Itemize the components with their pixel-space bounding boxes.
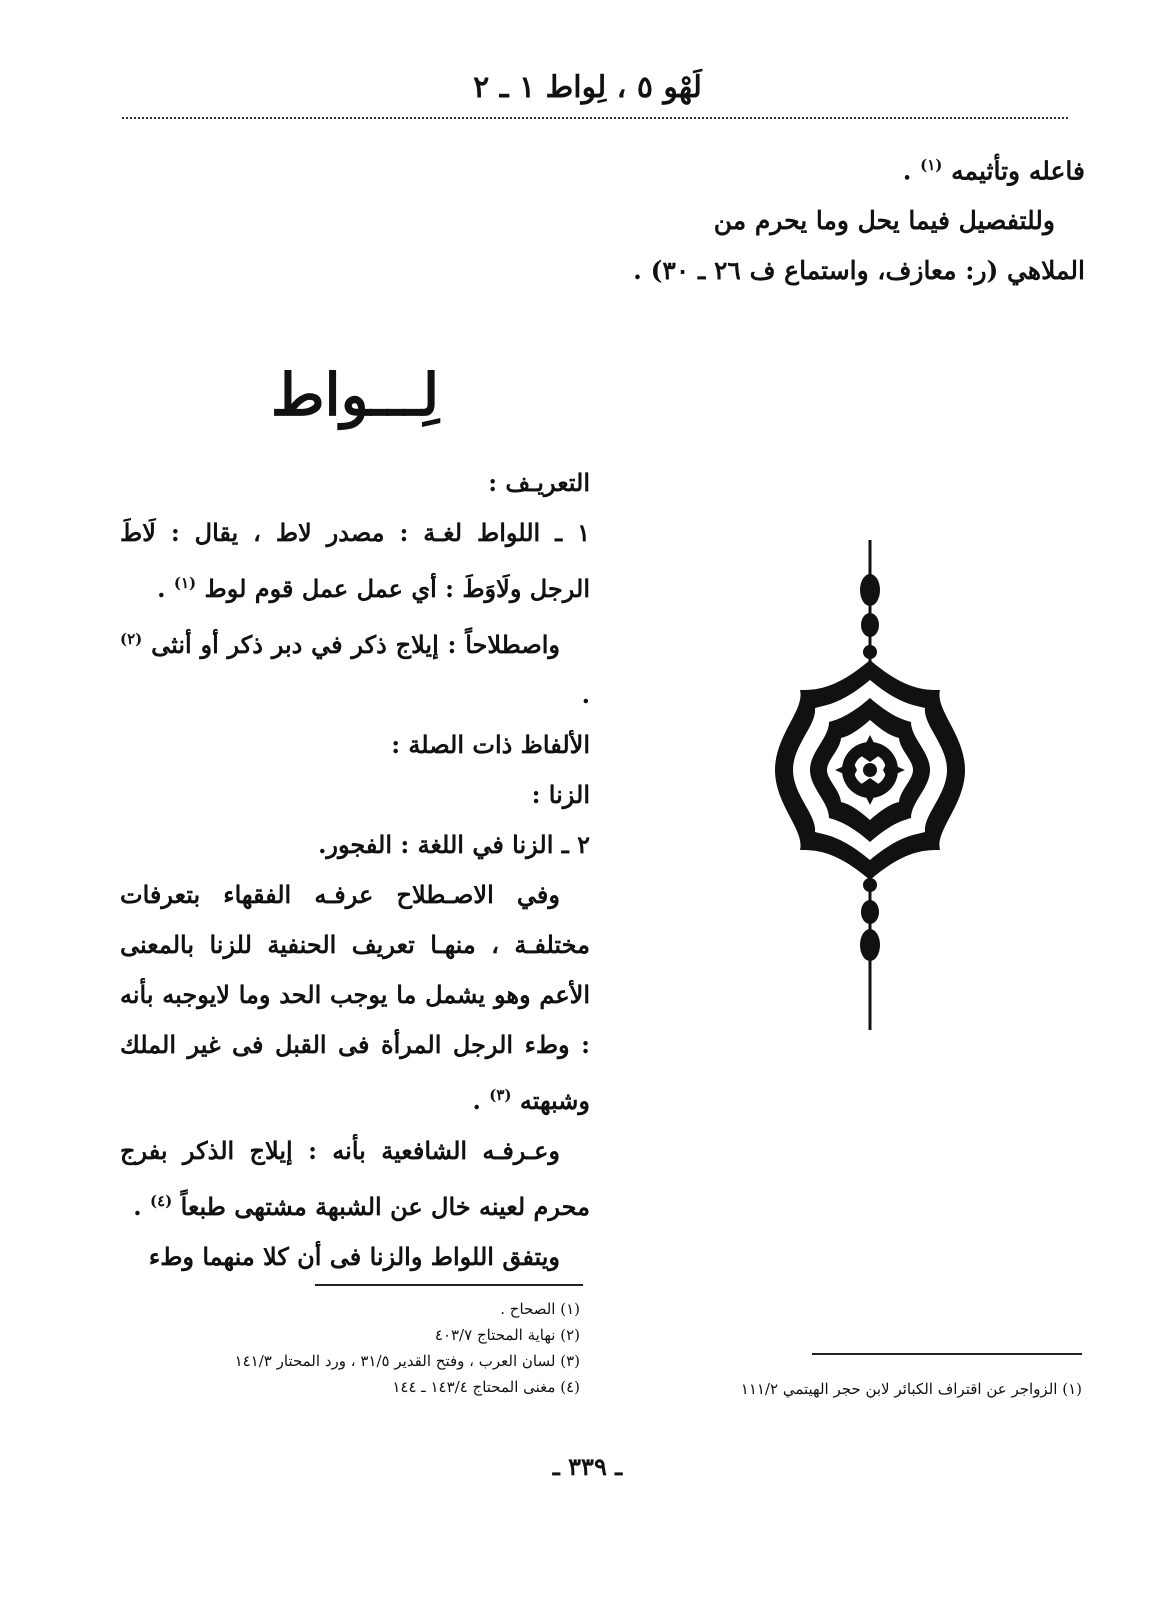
left-column [120,350,590,1282]
footnotes-left [150,1296,580,1400]
footnote: (٤) مغنى المحتاج ١٤٣/٤ ـ ١٤٤ [392,1378,580,1396]
page-number: ـ ٣٣٩ ـ [552,1452,623,1481]
section-heading-related: الألفاظ ذات الصلة : [391,730,590,759]
footnote-ref: (١) [920,156,943,174]
paragraph: ويتفق اللواط والزنا فى أن كلا منهما وطء [148,1242,560,1271]
footnote: (١) الزواجر عن اقتراف الكبائر لابن حجر الهيتمي ١١١/٢ [740,1380,1082,1398]
ornament-icon [765,540,975,1030]
header-divider [122,117,1068,119]
footnote-divider-left [315,1284,583,1286]
footnote-ref: (٣) [489,1086,512,1104]
paragraph: وعـرفـه الشافعية بأنه : إيلاج الذكر بفرج محرم لعينه خال عن الشبهة مشتهى طبعاً $^{(٤)}$ . [120,1136,590,1221]
paragraph-text: ١ ـ اللواط لغـة : مصدر لاط ، يقال : لَاطَ الرجل ولَاوَطَ : أي عمل عمل قوم لوط [120,518,590,603]
footnote-ref: (٢) [120,630,143,648]
section-heading-definition: التعريـف : [488,468,590,497]
entry-title: لِـــواط [270,361,440,429]
running-head: لَهْو ٥ ، لِواط ١ ـ ٢ [473,70,702,105]
footnotes-right [640,1376,1082,1402]
paragraph: فاعله وتأثيمه $^{(١)}$ . [902,156,1085,186]
paragraph: وللتفصيل فيما يحل وما يحرم من الملاهي (ر: معازف، واستماع ف ٢٦ ـ ٣٠) . [633,206,1085,286]
paragraph-text: فاعله وتأثيمه [951,156,1085,186]
paragraph: واصطلاحاً : إيلاج ذكر في دبر ذكر أو أنثى $^{(٢)}$ . [120,630,590,709]
footnote-ref: (٤) [149,1192,173,1210]
right-column [630,140,1085,296]
section-heading-zina: الزنا : [531,780,590,809]
paragraph: ٢ ـ الزنا في اللغة : الفجور. [318,830,590,859]
footnote: (٢) نهاية المحتاج ٤٠٣/٧ [434,1326,580,1344]
paragraph-text: وعـرفـه الشافعية بأنه : إيلاج الذكر بفرج محرم لعينه خال عن الشبهة مشتهى طبعاً [120,1136,590,1221]
paragraph: ١ ـ اللواط لغـة : مصدر لاط ، يقال : لَاطَ الرجل ولَاوَطَ : أي عمل عمل قوم لوط $^{(١)}$ . [120,518,590,603]
paragraph-text: وفي الاصـطلاح عرفـه الفقهاء بتعرفات مختلفـة ، منهـا تعريف الحنفية للزنا بالمعنى الأعم وهو يشمل ما يوجب الحد وما لايوجبه بأنه : وطء الرجل المرأة فى القبل فى غير الملك وشبهته [120,880,590,1115]
paragraph: وفي الاصـطلاح عرفـه الفقهاء بتعرفات مختلفـة ، منهـا تعريف الحنفية للزنا بالمعنى الأعم وهو يشمل ما يوجب الحد وما لايوجبه بأنه : وطء الرجل المرأة فى القبل فى غير الملك وشبهته $^{(٣)}$ . [120,880,590,1115]
footnote: (٣) لسان العرب ، وفتح القدير ٣١/٥ ، ورد المحتار ١٤١/٣ [234,1352,580,1370]
footnote-ref: (١) [173,574,197,592]
footnote-divider-right [812,1353,1082,1355]
footnote: (١) الصحاح . [500,1300,580,1318]
paragraph-text: واصطلاحاً : إيلاج ذكر في دبر ذكر أو أنثى [151,630,560,659]
